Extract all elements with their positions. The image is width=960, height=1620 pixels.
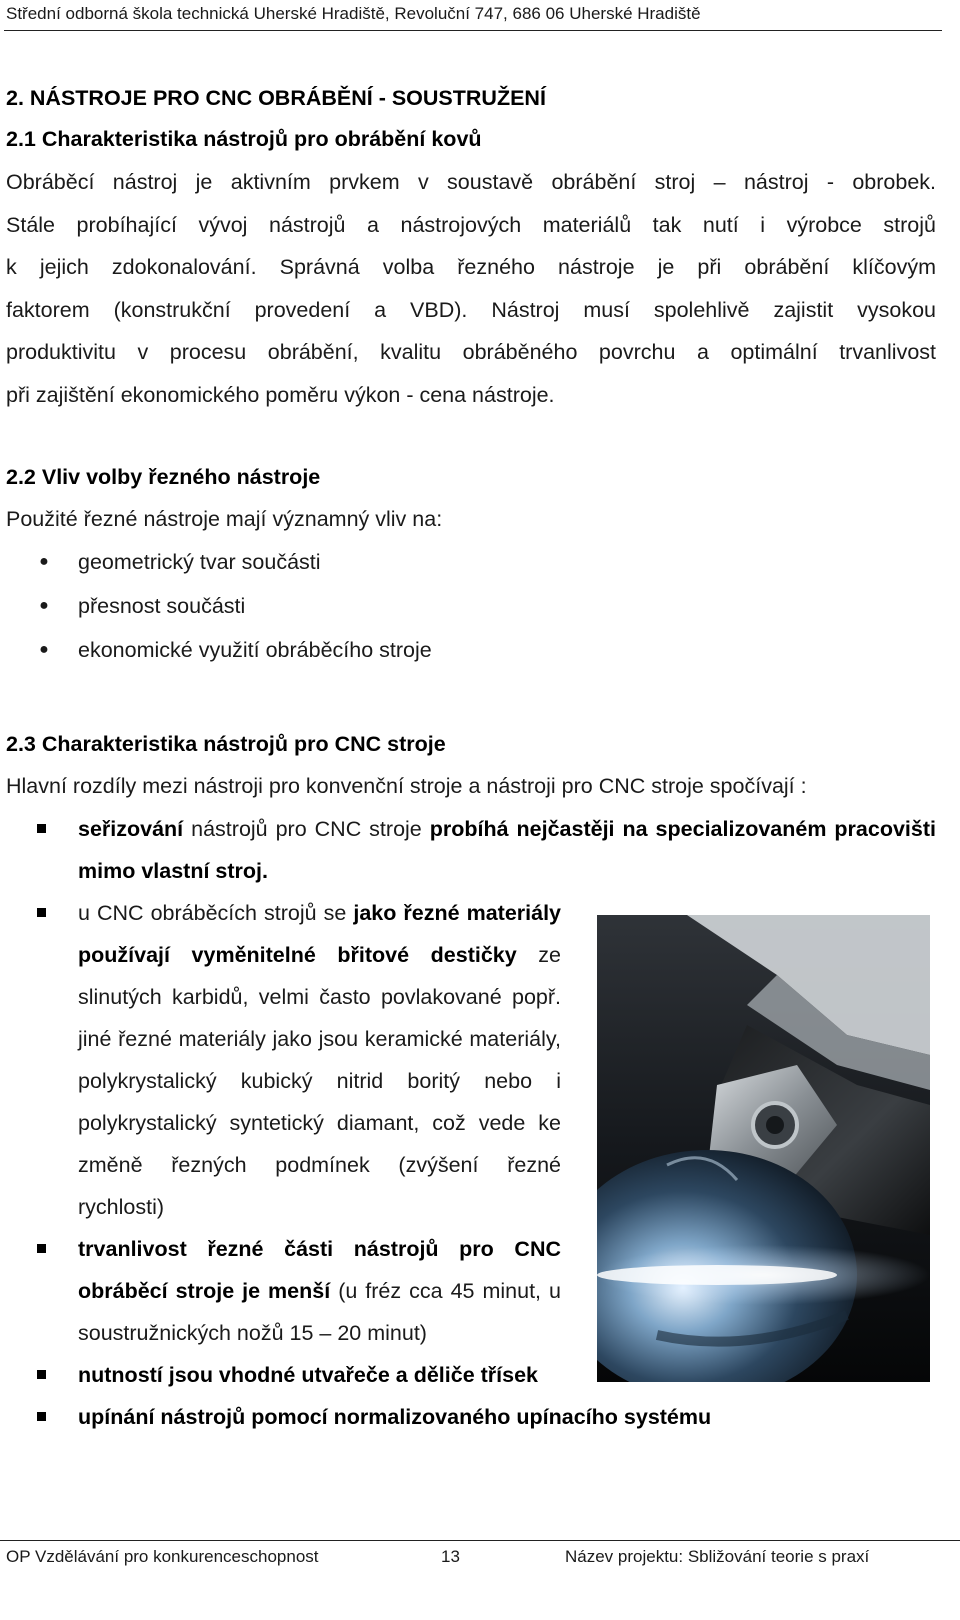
chapter-title: 2. NÁSTROJE PRO CNC OBRÁBĚNÍ - SOUSTRUŽENÍ — [6, 86, 546, 110]
bullet-dot-icon: ● — [39, 597, 49, 614]
list-item: ● ekonomické využití obráběcího stroje — [6, 628, 936, 672]
paragraph-line: produktivitu v procesu obrábění, kvalitu obráběného povrchu a optimální trvanlivost — [6, 340, 936, 364]
cnc-turning-tool-photo — [597, 915, 930, 1382]
bullet-dot-icon: ● — [39, 641, 49, 658]
paragraph-line: při zajištění ekonomického poměru výkon - cena nástroje. — [6, 383, 555, 407]
section-2-2-intro: Použité řezné nástroje mají významný vliv na: — [6, 507, 443, 531]
list-item: nutností jsou vhodné utvařeče a děliče třísek — [6, 1354, 936, 1396]
bullet-square-icon — [37, 1370, 46, 1379]
paragraph-line: Obráběcí nástroj je aktivním prvkem v soustavě obrábění stroj – nástroj - obrobek. — [6, 170, 936, 194]
section-2-2-title: 2.2 Vliv volby řezného nástroje — [6, 465, 321, 489]
bullet-square-icon — [37, 1412, 46, 1421]
bullet-square-icon — [37, 824, 46, 833]
influence-list — [6, 540, 936, 672]
section-2-3-intro: Hlavní rozdíly mezi nástroji pro konvenční stroje a nástroji pro CNC stroje spočívají : — [6, 774, 807, 798]
list-item: ● geometrický tvar součásti — [6, 540, 936, 584]
list-item: u CNC obráběcích strojů se jako řezné materiály používají vyměnitelné břitové destičky ze slinutých karbidů, velmi často povlakované popř. jiné řezné materiály jako jsou keramické materiály, polykrystalický kubický nitrid boritý nebo i polykrystalický syntetický diamant, což vede ke změně řezných podmínek (zvýšení řezné rychlosti) — [6, 892, 561, 1228]
bullet-square-icon — [37, 908, 46, 917]
list-item: seřizování nástrojů pro CNC stroje probíhá nejčastěji na specializovaném pracovišti mimo vlastní stroj. — [6, 808, 936, 892]
footer-program: OP Vzdělávání pro konkurenceschopnost — [6, 1547, 319, 1566]
page-number: 13 — [441, 1547, 460, 1566]
list-item: ● přesnost součásti — [6, 584, 936, 628]
bullet-dot-icon: ● — [39, 553, 49, 570]
section-2-3-title: 2.3 Charakteristika nástrojů pro CNC stroje — [6, 732, 446, 756]
bullet-square-icon — [37, 1244, 46, 1253]
paragraph-line: Stále probíhající vývoj nástrojů a nástrojových materiálů tak nutí i výrobce strojů — [6, 213, 936, 237]
section-2-1-title: 2.1 Charakteristika nástrojů pro obrábění kovů — [6, 127, 482, 151]
paragraph-line: faktorem (konstrukční provedení a VBD). Nástroj musí spolehlivě zajistit vysokou — [6, 298, 936, 322]
header-divider — [4, 30, 942, 31]
list-item: upínání nástrojů pomocí normalizovaného upínacího systému — [6, 1396, 936, 1438]
page-header: Střední odborná škola technická Uherské Hradiště, Revoluční 747, 686 06 Uherské Hradiště — [6, 4, 701, 23]
footer-project: Název projektu: Sbližování teorie s praxí — [565, 1547, 870, 1566]
cnc-turning-illustration — [597, 915, 930, 1382]
section-2-1-body — [6, 160, 936, 416]
list-item: trvanlivost řezné části nástrojů pro CNC obráběcí stroje je menší (u fréz cca 45 minut, u soustružnických nožů 15 – 20 minut) — [6, 1228, 561, 1354]
footer-divider — [0, 1540, 960, 1541]
paragraph-line: k jejich zdokonalování. Správná volba řezného nástroje je při obrábění klíčovým — [6, 255, 936, 279]
